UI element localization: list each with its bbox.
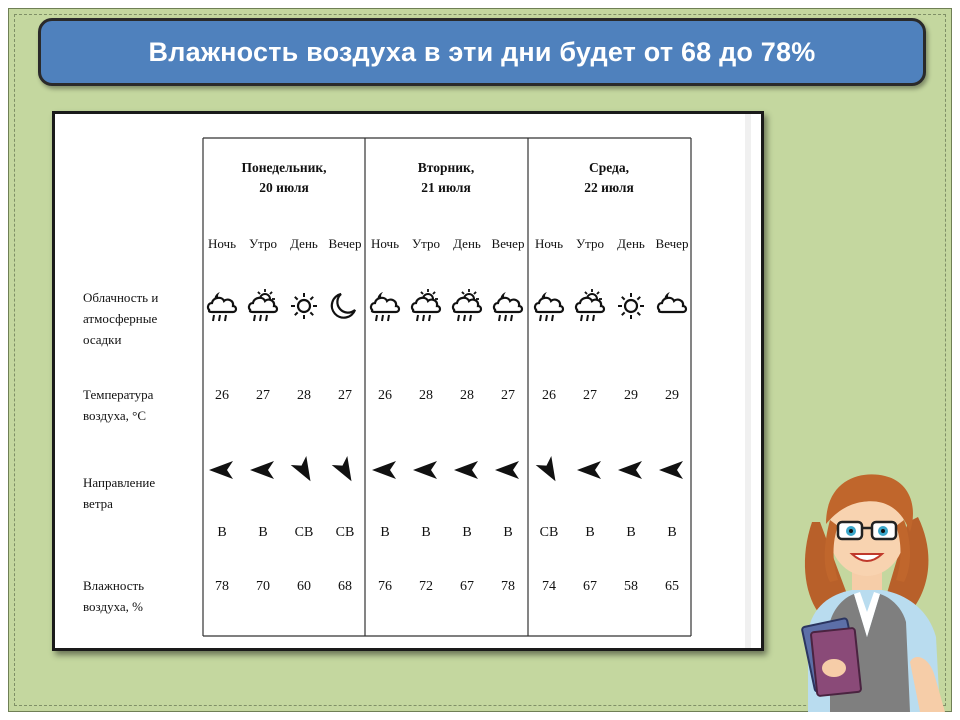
period-label: Вечер (491, 236, 525, 251)
period-label: Ночь (534, 236, 564, 251)
temperature-value: 27 (583, 388, 597, 403)
cloud-moon-rain-icon (208, 292, 236, 321)
pupil-left (849, 529, 853, 533)
sun-icon (618, 293, 644, 319)
humidity-value: 58 (624, 579, 638, 594)
humidity-value: 65 (665, 579, 679, 594)
sun-cloud-rain-icon (412, 289, 440, 321)
day-1-date: 20 июля (259, 180, 309, 195)
temperature-value: 29 (665, 388, 679, 403)
wind-direction-value: СВ (539, 525, 559, 540)
temperature-value: 26 (215, 388, 229, 403)
day-headers (241, 160, 633, 195)
wind-direction-value: В (585, 525, 595, 540)
period-label: Утро (575, 236, 605, 251)
wind-direction-value: СВ (335, 525, 355, 540)
period-label: Утро (411, 236, 441, 251)
period-label: Ночь (370, 236, 400, 251)
wind-arrows-row (209, 456, 683, 486)
period-headers (208, 236, 688, 251)
temperature-value: 29 (624, 388, 638, 403)
row-label-humidity-2: воздуха, % (83, 599, 143, 614)
weather-table-image (52, 111, 764, 651)
cloud-moon-rain-icon (535, 292, 563, 321)
humidity-value: 67 (460, 579, 474, 594)
temperature-value: 27 (256, 388, 270, 403)
day-2-date: 21 июля (421, 180, 471, 195)
period-label: День (290, 236, 318, 251)
period-label: День (453, 236, 481, 251)
humidity-value: 72 (419, 579, 433, 594)
wind-direction-row (217, 525, 676, 540)
wind-direction-value: В (217, 525, 227, 540)
humidity-value: 78 (501, 579, 515, 594)
cloud-moon-icon (658, 292, 686, 312)
cloud-moon-rain-icon (371, 292, 399, 321)
temperature-value: 26 (542, 388, 556, 403)
row-label-wind-1: Направление (83, 475, 156, 490)
day-2-name: Вторник, (417, 160, 475, 175)
humidity-value: 76 (378, 579, 392, 594)
humidity-row (215, 579, 679, 594)
humidity-value: 70 (256, 579, 270, 594)
wind-east-arrow-icon (577, 461, 601, 479)
temperature-value: 27 (338, 388, 352, 403)
row-label-cloud-2: атмосферные (83, 311, 158, 326)
wind-direction-value: СВ (294, 525, 314, 540)
temperature-value: 28 (419, 388, 433, 403)
wind-east-arrow-icon (618, 461, 642, 479)
day-1-name: Понедельник, (241, 160, 327, 175)
day-3-date: 22 июля (584, 180, 634, 195)
wind-northeast-arrow-icon (536, 456, 564, 486)
period-label: Вечер (328, 236, 362, 251)
cloud-moon-rain-icon (494, 292, 522, 321)
temperature-row (215, 388, 679, 403)
wind-east-arrow-icon (372, 461, 396, 479)
table-grid (203, 138, 691, 636)
row-label-cloud-3: осадки (83, 332, 122, 347)
humidity-value: 74 (542, 579, 556, 594)
period-label: Утро (248, 236, 278, 251)
wind-direction-value: В (667, 525, 677, 540)
wind-east-arrow-icon (209, 461, 233, 479)
temperature-value: 26 (378, 388, 392, 403)
period-label: Вечер (655, 236, 689, 251)
temperature-value: 28 (460, 388, 474, 403)
row-label-wind-2: ветра (83, 496, 113, 511)
wind-east-arrow-icon (413, 461, 437, 479)
slide-title: Влажность воздуха в эти дни будет от 68 до 78% (148, 36, 816, 67)
weather-icons-row (208, 289, 686, 321)
row-label-temp-1: Температура (83, 387, 154, 402)
wind-east-arrow-icon (250, 461, 274, 479)
wind-east-arrow-icon (454, 461, 478, 479)
row-label-temp-2: воздуха, °С (83, 408, 147, 423)
wind-direction-value: В (503, 525, 513, 540)
temperature-value: 28 (297, 388, 311, 403)
teacher-illustration (790, 462, 955, 712)
sun-cloud-rain-icon (453, 289, 481, 321)
title-banner (38, 18, 926, 86)
wind-direction-value: В (421, 525, 431, 540)
period-label: День (617, 236, 645, 251)
wind-direction-value: В (462, 525, 472, 540)
wind-northeast-arrow-icon (291, 456, 319, 486)
row-label-humidity-1: Влажность (83, 578, 145, 593)
wind-direction-value: В (626, 525, 636, 540)
humidity-value: 67 (583, 579, 597, 594)
wind-direction-value: В (258, 525, 268, 540)
moon-icon (332, 294, 355, 318)
humidity-value: 60 (297, 579, 311, 594)
wind-east-arrow-icon (659, 461, 683, 479)
wind-northeast-arrow-icon (332, 456, 360, 486)
humidity-value: 78 (215, 579, 229, 594)
temperature-value: 27 (501, 388, 515, 403)
wind-east-arrow-icon (495, 461, 519, 479)
sun-cloud-rain-icon (576, 289, 604, 321)
day-3-name: Среда, (588, 160, 630, 175)
pupil-right (881, 529, 885, 533)
weather-table (55, 114, 761, 648)
sun-cloud-rain-icon (249, 289, 277, 321)
row-label-cloud-1: Облачность и (83, 290, 159, 305)
humidity-value: 68 (338, 579, 352, 594)
hand (822, 659, 846, 677)
sun-icon (291, 293, 317, 319)
wind-direction-value: В (380, 525, 390, 540)
period-label: Ночь (207, 236, 237, 251)
row-labels (83, 290, 158, 614)
